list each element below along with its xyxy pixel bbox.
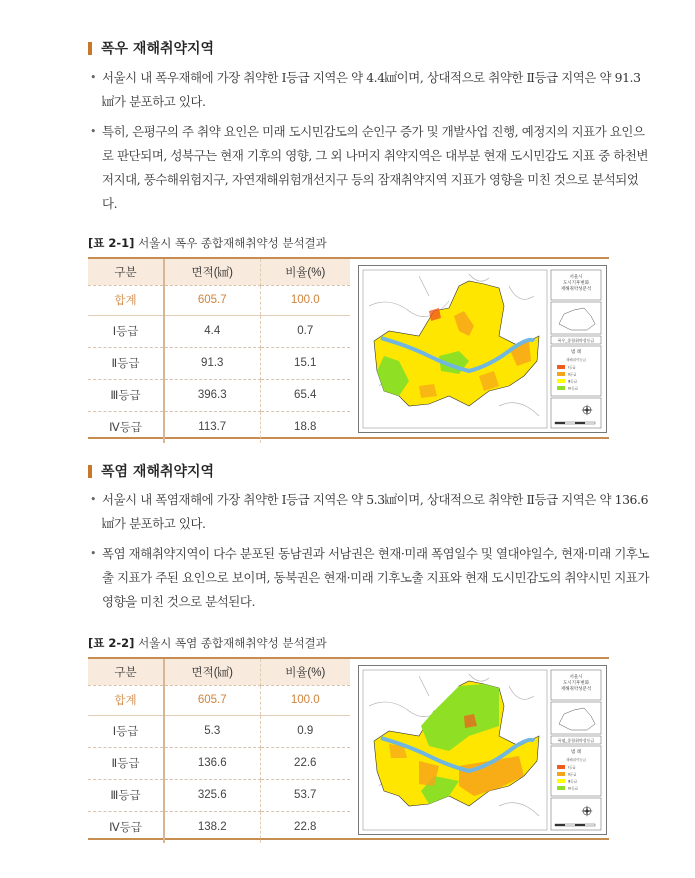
bullet-paragraph [90,488,650,536]
table-row [88,715,350,747]
table-header-row [88,659,350,685]
cell-category: Ⅲ등급 [88,779,164,811]
table-header-row [88,259,350,285]
cell-category: 합계 [88,285,164,315]
header-ratio: 비율(%) [260,259,350,285]
table-caption-label: [표 2-1] [88,236,135,250]
table-row-total [88,685,350,715]
map-layer-label: 폭우_종합취약성등급 [557,338,595,343]
table-row-total [88,285,350,315]
bullet-text: 폭염 재해취약지역이 다수 분포된 동남권과 서남권은 현재·미래 폭염일수 및 열대야일수, 현재·미래 기후노출 지표가 주된 요인으로 보이며, 동북권은 현재·미래 기후노출 지표와 현재 도시민감도의 취약시민 지표가 영향을 미친 것으로 분석된다. [102,546,650,609]
scale-bar-icon [555,824,595,826]
table-caption-text: 서울시 폭우 종합재해취약성 분석결과 [138,236,327,250]
legend-label: Ⅱ등급 [568,772,577,777]
legend-label: Ⅳ등급 [568,386,578,391]
table-caption-text: 서울시 폭염 종합재해취약성 분석결과 [138,636,327,650]
legend-label: Ⅰ등급 [568,365,576,370]
vulnerability-map-heavy-rain [358,265,607,433]
seoul-map-image [359,266,606,432]
legend-swatch-grade3 [557,779,565,783]
table-row [88,747,350,779]
bullet-paragraph [90,66,650,114]
cell-category: Ⅱ등급 [88,747,164,779]
header-category: 구분 [88,259,164,285]
header-area: 면적(㎢) [164,659,260,685]
cell-ratio: 22.6 [260,747,350,779]
cell-ratio: 100.0 [260,285,350,315]
header-ratio: 비율(%) [260,659,350,685]
table-row [88,315,350,347]
bullet-dot-icon: • [90,125,97,138]
legend-label: Ⅰ등급 [568,765,576,770]
map-legend-heading: 범 례 [570,350,582,355]
cell-category: Ⅰ등급 [88,315,164,347]
table-caption [88,635,327,651]
data-table-heatwave [88,659,350,843]
legend-swatch-grade4 [557,786,565,790]
bullet-text: 서울시 내 폭우재해에 가장 취약한 Ⅰ등급 지역은 약 4.4㎢이며, 상대적으로 취약한 Ⅱ등급 지역은 약 91.3㎢가 분포하고 있다. [102,70,641,109]
cell-area: 5.3 [164,715,260,747]
legend-swatch-grade2 [557,772,565,776]
map-title-line: 도시기후변화 [562,681,590,686]
legend-label: Ⅳ등급 [568,786,578,791]
map-title-line: 서울시 [569,275,583,280]
legend-swatch-grade2 [557,372,565,376]
cell-area: 396.3 [164,379,260,411]
bullet-dot-icon: • [90,547,97,560]
section-title-text: 폭염 재해취약지역 [101,464,215,480]
vulnerability-map-heatwave [358,665,607,835]
scale-bar-icon [555,422,595,424]
map-title-line: 서울시 [569,675,583,680]
header-area: 면적(㎢) [164,259,260,285]
cell-ratio: 65.4 [260,379,350,411]
bullet-paragraph [90,542,650,614]
map-legend-subtitle: 재해취약등급 [565,358,587,362]
data-table-heavy-rain [88,259,350,443]
bullet-text: 서울시 내 폭염재해에 가장 취약한 Ⅰ등급 지역은 약 5.3㎢이며, 상대적으로 취약한 Ⅱ등급 지역은 약 136.6㎢가 분포하고 있다. [102,492,649,531]
section-title-text: 폭우 재해취약지역 [101,41,215,57]
map-title-line: 재해취약성분석 [560,287,592,292]
cell-area: 325.6 [164,779,260,811]
table-row [88,779,350,811]
cell-category: Ⅳ등급 [88,411,164,443]
legend-label: Ⅲ등급 [568,779,578,784]
cell-category: Ⅲ등급 [88,379,164,411]
header-category: 구분 [88,659,164,685]
table-row [88,379,350,411]
bullet-dot-icon: • [90,71,97,84]
table-caption [88,235,327,251]
bullet-dot-icon: • [90,493,97,506]
cell-category: Ⅳ등급 [88,811,164,843]
legend-label: Ⅱ등급 [568,372,577,377]
table-row [88,811,350,843]
table-row [88,347,350,379]
table-caption-label: [표 2-2] [88,636,135,650]
legend-swatch-grade1 [557,765,565,769]
legend-swatch-grade1 [557,365,565,369]
bullet-paragraph [90,120,650,216]
seoul-map-image [359,666,606,834]
section-title-heatwave [88,461,214,481]
cell-area: 113.7 [164,411,260,443]
cell-area: 605.7 [164,285,260,315]
cell-area: 138.2 [164,811,260,843]
cell-area: 605.7 [164,685,260,715]
map-legend-heading: 범 례 [570,750,582,755]
bullet-text: 특히, 은평구의 주 취약 요인은 미래 도시민감도의 순인구 증가 및 개발사업 진행, 예정지의 지표가 요인으로 판단되며, 성북구는 현재 기후의 영향, 그 외 나머지 취약지역은 대부분 현재 도시민감도 지표 중 하천변저지대, 풍수해위험지구, 자연재해위험개선지구 등의 잠재취약지역 지표가 영향을 미친 것으로 분석되었다. [102,124,649,211]
cell-ratio: 100.0 [260,685,350,715]
map-layer-label: 폭염_종합취약성등급 [557,738,595,743]
cell-ratio: 53.7 [260,779,350,811]
table-row [88,411,350,443]
legend-label: Ⅲ등급 [568,379,578,384]
cell-ratio: 18.8 [294,421,317,434]
cell-area: 4.4 [164,315,260,347]
section-title-heavy-rain [88,38,214,58]
cell-ratio: 15.1 [260,347,350,379]
cell-ratio: 0.7 [260,315,350,347]
cell-area: 91.3 [164,347,260,379]
legend-swatch-grade4 [557,386,565,390]
section-marker-icon [88,42,92,55]
cell-area: 136.6 [164,747,260,779]
map-title-line: 재해취약성분석 [560,687,592,692]
table-container-heatwave [88,657,609,840]
legend-swatch-grade3 [557,379,565,383]
cell-category: Ⅰ등급 [88,715,164,747]
cell-category: 합계 [88,685,164,715]
cell-ratio: 22.8 [294,821,317,834]
table-container-heavy-rain [88,257,609,439]
map-legend-subtitle: 재해취약등급 [565,758,587,762]
map-title-line: 도시기후변화 [562,281,590,286]
cell-ratio: 0.9 [260,715,350,747]
section-marker-icon [88,465,92,478]
cell-category: Ⅱ등급 [88,347,164,379]
